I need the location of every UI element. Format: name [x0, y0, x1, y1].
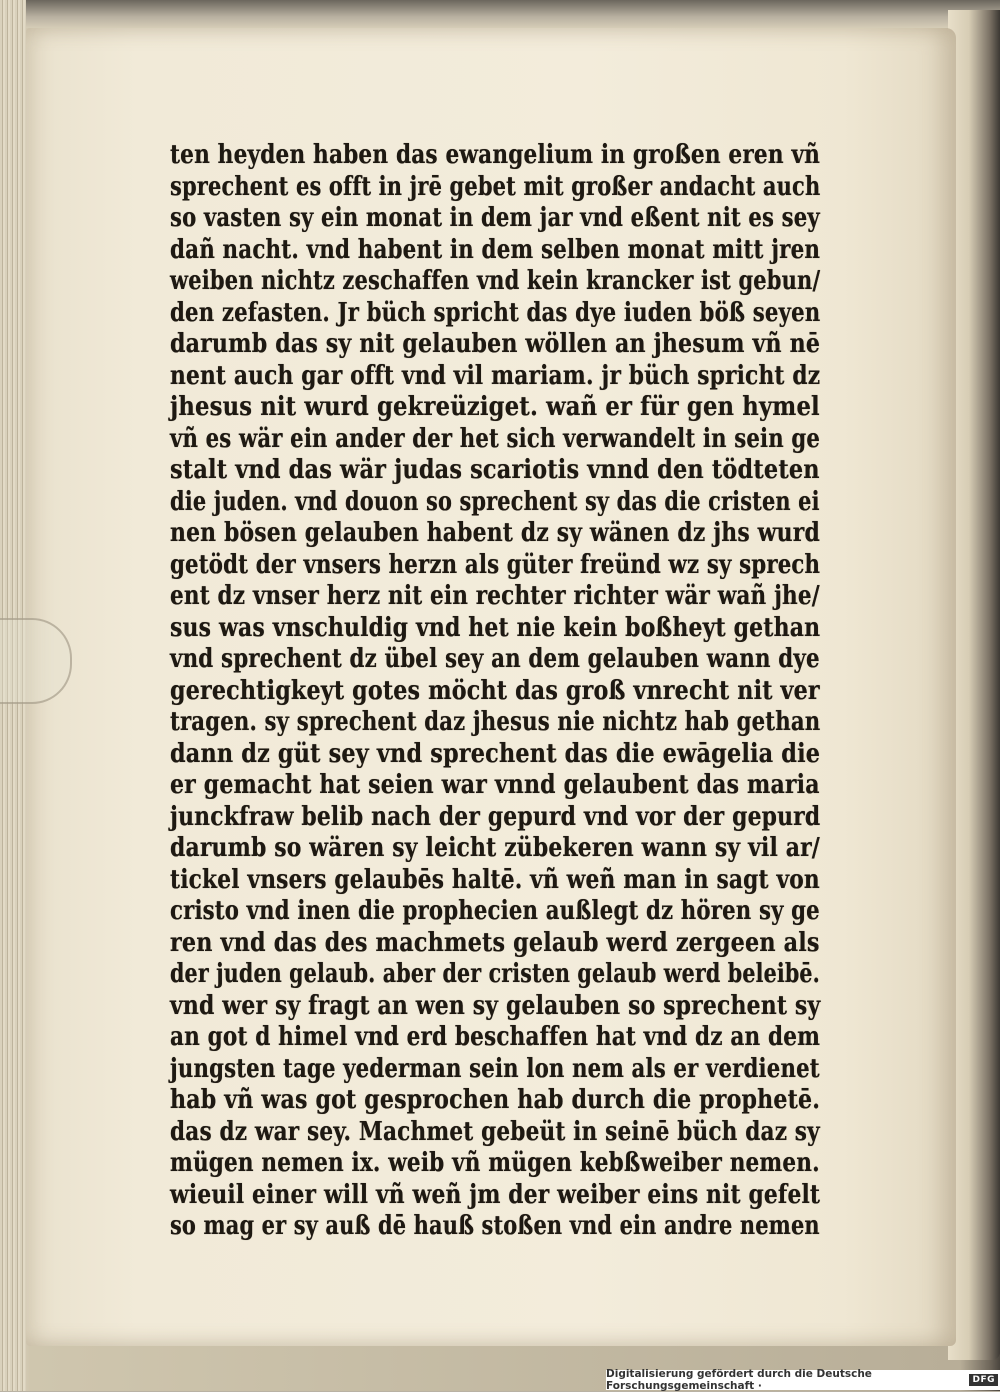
- text-line: der juden gelaub. aber der cristen gelaub werd beleibē.: [170, 959, 820, 989]
- text-line: tickel vnsers gelaubēs haltē. vñ weñ man in sagt von: [170, 864, 820, 895]
- text-line: das dz war sey. Machmet gebeüt in seinē büch daz sy: [170, 1116, 820, 1147]
- text-line: stalt vnd das wär judas scariotis vnnd den tödteten: [170, 455, 820, 485]
- text-line: nent auch gar offt vnd vil mariam. jr büch spricht dz: [170, 360, 821, 391]
- text-line: nen bösen gelauben habent dz sy wänen dz jhs wurd: [170, 518, 820, 548]
- text-line: gerechtigkeyt gotes möcht das groß vnrecht nit ver: [170, 675, 820, 706]
- text-line: so vasten sy ein monat in dem jar vnd eßent nit es sey: [170, 203, 820, 233]
- text-line: vñ es wär ein ander der het sich verwandelt in sein ge: [170, 423, 821, 454]
- text-line: darumb das sy nit gelauben wöllen an jhesum vñ nē: [170, 329, 821, 359]
- text-line: jungsten tage yederman sein lon nem als er verdienet: [170, 1053, 820, 1084]
- text-line: jhesus nit wurd gekreüziget. wañ er für gen hymel: [170, 392, 820, 422]
- text-line: an got d himel vnd erd beschaffen hat vnd dz an dem: [170, 1022, 821, 1052]
- text-line: den zefasten. Jr büch spricht das dye iuden böß seyen: [170, 297, 821, 328]
- text-line: ent dz vnser herz nit ein rechter richter wär wañ jhe/: [170, 581, 820, 611]
- footer-credit: [606, 1370, 1000, 1390]
- text-line: vnd sprechent dz übel sey an dem gelauben wann dye: [170, 644, 820, 674]
- text-line: junckfraw belib nach der gepurd vnd vor der gepurd: [170, 801, 821, 832]
- page-text: [170, 140, 820, 1243]
- text-line: ten heyden haben das ewangelium in großen eren vñ: [170, 140, 821, 170]
- text-line: so mag er sy auß dē hauß stoßen vnd ein andre nemen: [170, 1211, 820, 1241]
- dfg-logo: DFG: [969, 1374, 998, 1386]
- text-line: dañ nacht. vnd habent in dem selben monat mitt jren: [170, 234, 821, 265]
- text-line: tragen. sy sprechent daz jhesus nie nichtz hab gethan: [170, 707, 821, 737]
- text-line: sus was vnschuldig vnd het nie kein boßheyt gethan: [170, 612, 821, 643]
- text-line: mügen nemen ix. weib vñ mügen kebßweiber nemen.: [170, 1148, 820, 1178]
- text-line: hab vñ was got gesprochen hab durch die prophetē.: [170, 1085, 821, 1115]
- text-line: die juden. vnd douon so sprechent sy das die cristen ei: [170, 486, 820, 517]
- text-line: vnd wer sy fragt an wen sy gelauben so sprechent sy: [170, 990, 821, 1021]
- text-line: weiben nichtz zeschaffen vnd kein krancker ist gebun/: [170, 266, 821, 296]
- text-line: er gemacht hat seien war vnnd gelaubent das maria: [170, 770, 820, 800]
- text-line: getödt der vnsers herzn als güter freünd wz sy sprech: [170, 549, 821, 580]
- text-line: cristo vnd inen die prophecien außlegt dz hören sy ge: [170, 896, 820, 926]
- text-line: wieuil einer will vñ weñ jm der weiber eins nit gefelt: [170, 1179, 821, 1210]
- book-top-shadow: [0, 0, 1000, 28]
- footer-text: Digitalisierung gefördert durch die Deutsche Forschungsgemeinschaft ·: [606, 1368, 872, 1392]
- text-line: dann dz güt sey vnd sprechent das die ewāgelia die: [170, 738, 821, 769]
- page-clip: [0, 618, 72, 704]
- text-line: sprechent es offt in jrē gebet mit großer andacht auch: [170, 171, 821, 202]
- text-line: ren vnd das des machmets gelaub werd zergeen als: [170, 927, 820, 958]
- text-line: darumb so wären sy leicht zübekeren wann sy vil ar/: [170, 833, 820, 863]
